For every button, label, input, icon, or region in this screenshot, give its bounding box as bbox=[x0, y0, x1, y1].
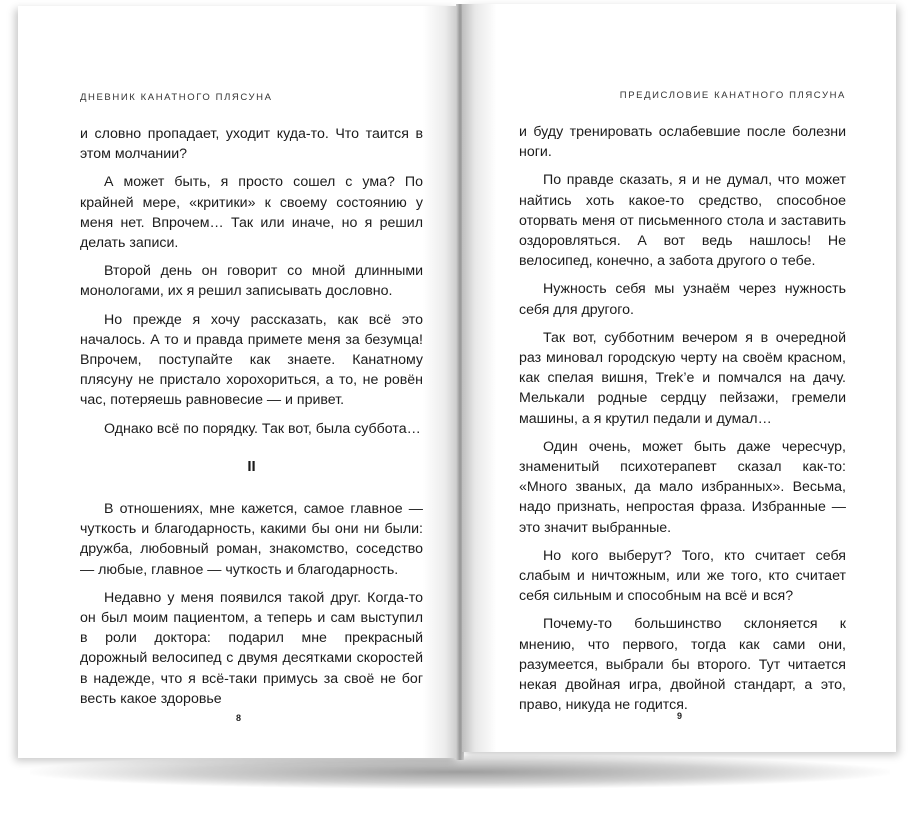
book-shadow bbox=[30, 755, 890, 789]
paragraph: Почему-то большинство склоняется к мнению, что первого, тогда как сами они, разумеется, выбрали бы второго. Тут читается некая двойная игра, двойной стандарт, а это, право, никуда не годится. bbox=[519, 616, 846, 714]
paragraph: Но кого выберут? Того, кто считает себя слабым и ничтожным, или же того, кто считает себя сильным и способным на всё и вся? bbox=[519, 547, 846, 605]
right-page-text bbox=[519, 122, 846, 723]
left-page bbox=[18, 6, 458, 758]
paragraph: В отношениях, мне кажется, самое главное — чуткость и благодарность, какими бы они ни были: дружба, любовный роман, знакомство, соседство — любые, главное — чуткость и благодарность. bbox=[80, 501, 423, 578]
paragraph: Однако всё по порядку. Так вот, была суббота… bbox=[104, 420, 421, 437]
paragraph: Так вот, субботним вечером я в очередной раз миновал городскую черту на своём красном, как спелая вишня, Trek’e и помчался на дачу. Мелькали родные сердцу пейзажи, гремели машины, а я крутил педали и думал… bbox=[519, 329, 846, 427]
paragraph: Нужность себя мы узнаём через нужность себя для другого. bbox=[519, 281, 846, 318]
right-running-head: ПРЕДИСЛОВИЕ КАНАТНОГО ПЛЯСУНА bbox=[619, 90, 846, 101]
right-page bbox=[462, 4, 896, 752]
left-page-number: 8 bbox=[236, 713, 242, 723]
left-running-head: ДНЕВНИК КАНАТНОГО ПЛЯСУНА bbox=[80, 92, 273, 103]
paragraph: Недавно у меня появился такой друг. Когда-то он был моим пациентом, а теперь и сам выступил в роли доктора: подарил мне прекрасный дорожный велосипед с двумя десятками скоростей в надежде, что я всё-таки примусь за своё не бог весть какое здоровье bbox=[80, 589, 423, 707]
paragraph: и буду тренировать ослабевшие после болезни ноги. bbox=[519, 124, 846, 161]
paragraph: А может быть, я просто сошел с ума? По крайней мере, «критики» к своему состоянию у меня нет. Впрочем… Так или иначе, но я решил делать записи. bbox=[80, 174, 423, 252]
paragraph: Второй день он говорит со мной длинными монологами, их я решил записывать дословно. bbox=[80, 263, 423, 300]
paragraph: и словно пропадает, уходит куда-то. Что таится в этом молчании? bbox=[80, 126, 423, 163]
paragraph: Один очень, может быть даже чересчур, знаменитый психотерапевт сказал как-то: «Много званых, да мало избранных». Весьма, надо признать, непростая фраза. Избранные — это значит выбранные. bbox=[519, 438, 846, 536]
paragraph: Но прежде я хочу рассказать, как всё это началось. А то и правда примете меня за безумца! Впрочем, поступайте как знаете. Канатному плясуну не пристало хорохориться, а то, не ровён час, потеряешь равновесие — и привет. bbox=[80, 311, 423, 409]
left-page-text bbox=[80, 124, 423, 717]
chapter-number: II bbox=[247, 457, 256, 475]
right-page-number: 9 bbox=[677, 711, 683, 721]
paragraph: По правде сказать, я и не думал, что может найтись хоть какое-то средство, способное оторвать меня от письменного стола и заставить оздоровляться. А вот ведь нашлось! Не велосипед, конечно, а забота другого о тебе. bbox=[519, 172, 846, 270]
